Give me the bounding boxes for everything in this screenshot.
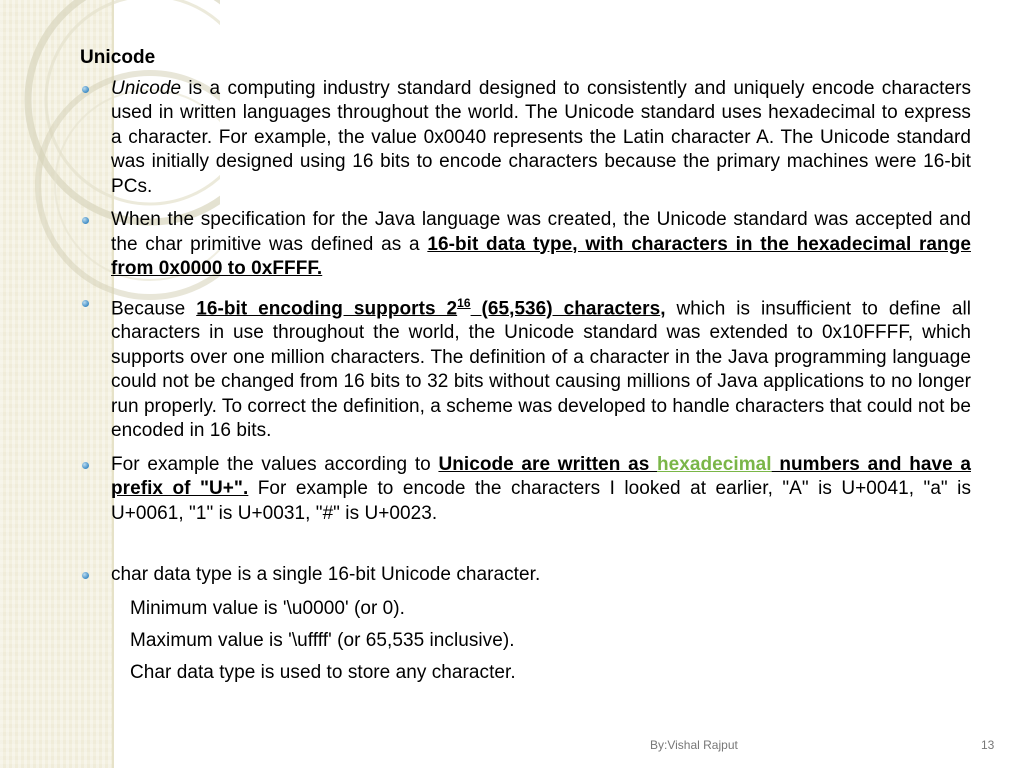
slide-content	[78, 46, 971, 693]
slide-title: Unicode	[80, 47, 156, 68]
bullet-icon	[82, 572, 89, 579]
bullet-text-segment: 16-bit data type, with characters in the hexadecimal range from 0x0000 to 0xFFFF.	[111, 233, 971, 279]
sub-line-max: Maximum value is '\uffff' (or 65,535 inclusive).	[130, 629, 515, 651]
bullet-text-segment: numbers and have a prefix of "U+".	[111, 453, 971, 500]
bullet-text-segment: which is insufficient to define all characters in use throughout the world, the Unicode standard was extended to 0x10FFFF, which supports over one million characters. The definition of a character in the Java programming language could not be changed from 16 bits to 32 bits without causing millions of Java applications to no longer run properly. To correct the definition, a scheme was developed to handle characters that could not be encoded in 16 bits.	[111, 297, 971, 442]
bullet-text-segment: Unicode	[111, 77, 182, 99]
bullet-text-segment: For example the values according to	[111, 453, 439, 475]
bullet-text-segment: hexadecimal	[657, 453, 772, 475]
bullet-item	[78, 291, 971, 444]
bullet-text-segment: Because	[111, 297, 197, 319]
bullet-icon	[82, 462, 89, 469]
bullet-text-segment: For example to encode the characters I looked at earlier, "A" is U+0041, "a" is U+0061, "1" is U+0031, "#" is U+0023.	[111, 478, 971, 524]
sub-line-min: Minimum value is '\u0000' (or 0).	[130, 597, 406, 619]
bullet-text-segment: is a computing industry standard designed to consistently and uniquely encode characters used in written languages throughout the world. The Unicode standard uses hexadecimal to express a character. For example, the value 0x0040 represents the Latin character A. The Unicode standard was initially designed using 16 bits to encode characters because the primary machines were 16-bit PCs.	[111, 77, 971, 197]
bullet-text-segment: When the specification for the Java language was created, the Unicode standard was accepted and the char primitive was defined as a	[111, 209, 971, 255]
bullet-icon	[82, 217, 89, 224]
bullet-text: char data type is a single 16-bit Unicode character.	[111, 564, 541, 586]
bullet-text-segment: ,	[660, 297, 666, 319]
bullet-item	[78, 208, 971, 282]
bullet-text-segment: (65,536) characters	[470, 297, 661, 319]
bullet-item	[78, 563, 971, 588]
bullet-item	[78, 453, 971, 527]
bullet-text-segment: 16	[457, 295, 471, 310]
page-number: 13	[981, 738, 995, 752]
bullet-list	[78, 77, 971, 527]
sub-line-usage: Char data type is used to store any character.	[130, 661, 516, 683]
bullet-icon	[82, 86, 89, 93]
bullet-text-segment: 16-bit encoding supports 2	[196, 297, 458, 319]
bullet-text-segment: Unicode are written as	[438, 453, 658, 475]
sub-lines	[78, 597, 971, 685]
bullet-item	[78, 77, 971, 200]
footer-author: By:Vishal Rajput	[650, 738, 738, 752]
bullet-icon	[82, 300, 89, 307]
